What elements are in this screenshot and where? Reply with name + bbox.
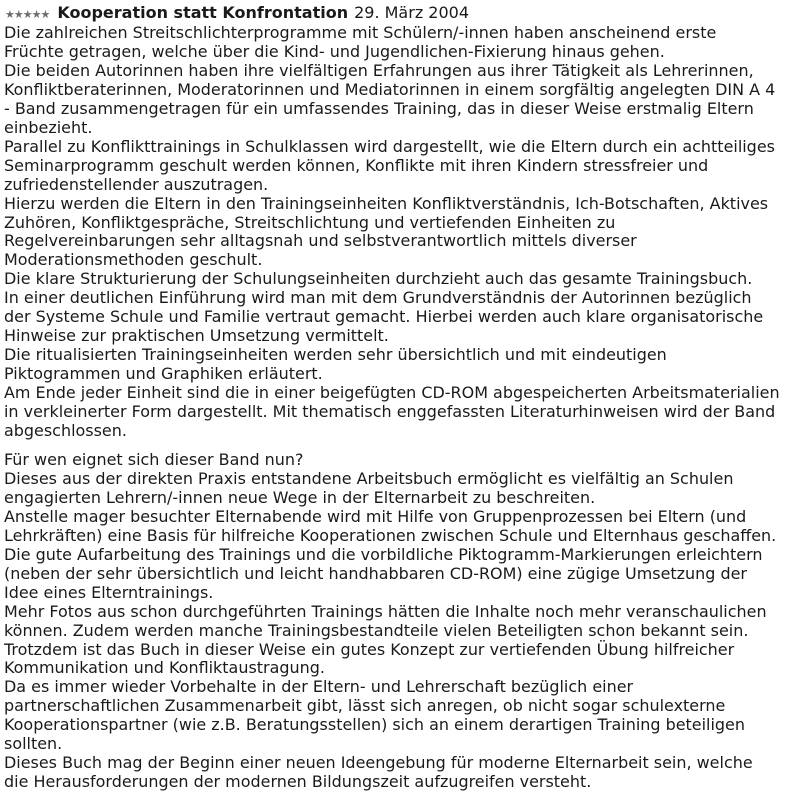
text-line: Kooperationspartner (wie z.B. Beratungsstellen) sich an einem derartigen Training beteiligen [4, 715, 745, 735]
text-line: der Systeme Schule und Familie vertraut gemacht. Hierbei werden auch klare organisatorische [4, 307, 764, 327]
review-paragraph [4, 641, 796, 679]
text-line: partnerschaftlichen Zusammenarbeit gibt, lässt sich anregen, ob nicht sogar schulexterne [4, 696, 726, 716]
review-header [4, 2, 796, 24]
text-line: Die ritualisierten Trainingseinheiten werden sehr übersichtlich und mit eindeutigen [4, 345, 667, 365]
text-line: einbezieht. [4, 117, 93, 137]
star-icon: ★ [5, 8, 14, 21]
review-paragraph [4, 384, 796, 441]
star-icon: ★ [22, 8, 32, 21]
text-line: Hierzu werden die Eltern in den Trainingseinheiten Konfliktverständnis, Ich-Botschaften, Aktives [4, 193, 769, 213]
text-line: Hinweise zur praktischen Umsetzung vermittelt. [4, 326, 389, 346]
text-line: zufriedenstellender auszutragen. [4, 174, 269, 194]
review-paragraph [4, 195, 796, 271]
star-icon: ★ [31, 8, 41, 21]
review-document [4, 2, 796, 792]
text-line: Früchte getragen, welche über die Kind- und Jugendlichen-Fixierung hinaus gehen. [4, 41, 665, 61]
text-line: Zuhören, Konfliktgespräche, Streitschlichtung und vertiefenden Einheiten zu [4, 212, 616, 232]
review-paragraph [4, 678, 796, 754]
text-line: Am Ende jeder Einheit sind die in einer beigefügten CD-ROM abgespeicherten Arbeitsmaterialien [4, 383, 780, 403]
review-title: Kooperation statt Konfrontation [57, 3, 349, 22]
text-line: Piktogrammen und Graphiken erläutert. [4, 364, 323, 384]
text-line: Da es immer wieder Vorbehalte in der Eltern- und Lehrerschaft bezüglich einer [4, 677, 634, 697]
text-line: (neben der sehr übersichtlich und leicht handhabbaren CD-ROM) eine zügige Umsetzung der [4, 563, 747, 583]
text-line: abgeschlossen. [4, 421, 127, 441]
review-paragraph [4, 754, 796, 792]
text-line: Seminarprogramm geschult werden können, Konflikte mit ihren Kindern stressfreier und [4, 155, 709, 175]
text-line: die Herausforderungen der modernen Bildungszeit aufzugreifen versteht. [4, 772, 592, 792]
review-paragraph [4, 508, 796, 546]
review-paragraph [4, 270, 796, 289]
text-line: sollten. [4, 734, 63, 754]
review-paragraph [4, 451, 796, 470]
star-icon: ★ [13, 8, 23, 21]
review-paragraph [4, 24, 796, 62]
text-line: Lehrkräften) eine Basis für hilfreiche Kooperationen zwischen Schule und Elternhaus geschaffen. [4, 525, 777, 545]
review-date: 29. März 2004 [354, 3, 470, 22]
text-line: Konfliktberaterinnen, Moderatorinnen und Mediatorinnen in einem sorgfältig angelegten DIN A 4 [4, 79, 776, 99]
text-line: Dieses Buch mag der Beginn einer neuen Ideengebung für moderne Elternarbeit sein, welche [4, 753, 753, 773]
review-body-part1 [4, 24, 796, 441]
text-line: Kommunikation und Konfliktaustragung. [4, 658, 325, 678]
review-paragraph [4, 62, 796, 138]
text-line: Mehr Fotos aus schon durchgeführten Trainings hätten die Inhalte noch mehr veranschaulichen [4, 601, 767, 621]
text-line: Die zahlreichen Streitschlichterprogramme mit Schülern/-innen haben anscheinend erste [4, 23, 717, 42]
review-paragraph [4, 603, 796, 641]
text-line: Anstelle mager besuchter Elternabende wird mit Hilfe von Gruppenprozessen bei Eltern (und [4, 506, 747, 526]
text-line: engagierten Lehrern/-innen neue Wege in der Elternarbeit zu beschreiten. [4, 487, 596, 507]
text-line: Regelvereinbarungen sehr alltagsnah und selbstverantwortlich mittels diverser [4, 231, 637, 251]
text-line: Die beiden Autorinnen haben ihre vielfältigen Erfahrungen aus ihrer Tätigkeit als Lehrerinnen, [4, 60, 754, 80]
review-paragraph [4, 470, 796, 508]
star-icon: ★ [40, 8, 50, 21]
text-line: Parallel zu Konflikttrainings in Schulklassen wird dargestellt, wie die Eltern durch ein achtteiliges [4, 136, 775, 156]
text-line: Für wen eignet sich dieser Band nun? [4, 449, 304, 469]
text-line: Die gute Aufarbeitung des Trainings und die vorbildliche Piktogramm-Markierungen erleichtern [4, 544, 763, 564]
review-paragraph [4, 546, 796, 603]
text-line: Die klare Strukturierung der Schulungseinheiten durchzieht auch das gesamte Trainingsbuch. [4, 269, 753, 289]
review-body-part2 [4, 451, 796, 792]
text-line: - Band zusammengetragen für ein umfassendes Training, das in dieser Weise erstmalig Eltern [4, 98, 754, 118]
text-line: In einer deutlichen Einführung wird man mit dem Grundverständnis der Autorinnen bezüglich [4, 288, 752, 308]
review-paragraph [4, 138, 796, 195]
review-paragraph [4, 289, 796, 346]
text-line: Trotzdem ist das Buch in dieser Weise ein gutes Konzept zur vertiefenden Übung hilfreicher [4, 639, 735, 659]
text-line: in verkleinerter Form dargestellt. Mit thematisch enggefassten Literaturhinweisen wird der Band [4, 402, 776, 422]
text-line: Idee eines Elterntrainings. [4, 582, 214, 602]
text-line: können. Zudem werden manche Trainingsbestandteile vielen Beteiligten schon bekannt sein. [4, 620, 749, 640]
text-line: Moderationsmethoden geschult. [4, 250, 263, 270]
review-paragraph [4, 346, 796, 384]
text-line: Dieses aus der direkten Praxis entstandene Arbeitsbuch ermöglicht es vielfältig an Schulen [4, 468, 734, 488]
